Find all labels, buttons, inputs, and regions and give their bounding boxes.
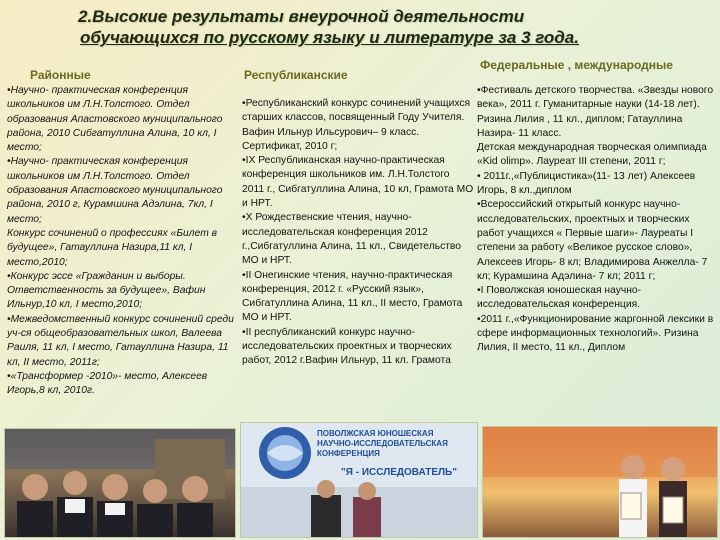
list-item: •Научно- практическая конференция школьников им Л.Н.Толстого. Отдел образования Апастовского муниципального района, 2010 Сибгатуллина Алина, 10 кл, I место; <box>7 85 223 154</box>
list-item: •«Трансформер -2010»- место, Алексеев Игорь,8 кл, 2010г. <box>7 370 208 397</box>
list-item: •Межведомственный конкурс сочинений среди уч-ся общеобразовательных школ, Валеева Раиля, 11 кл, I место, Гатауллина Назира, 11 кл, II место, 2011г; <box>7 313 234 368</box>
photo-award <box>482 426 718 538</box>
title-line-1: 2.Высокие результаты внеурочной деятельности <box>78 7 525 26</box>
photo-students <box>4 428 236 538</box>
award-illustration <box>483 427 717 537</box>
list-item: • 2011г.,«Публицистика»(11- 13 лет) Алексеев Игорь, 8 кл.,диплом <box>477 170 696 197</box>
list-item: •I Поволжская юношеская научно-исследовательская конференция. <box>477 285 642 311</box>
heading-district: Районные <box>30 68 91 82</box>
banner-text: ПОВОЛЖСКАЯ ЮНОШЕСКАЯ НАУЧНО-ИССЛЕДОВАТЕЛЬСКАЯ КОНФЕРЕНЦИЯ <box>317 429 448 458</box>
banner-slogan: "Я - ИССЛЕДОВАТЕЛЬ" <box>341 467 457 478</box>
list-item: •IX Республиканская научно-практическая конференция школьников им. Л.Н.Толстого 2011 г., Сибгатуллина Алина, 10 кл, Грамота МО и НРТ. <box>242 155 474 210</box>
list-item: •X Рождественские чтения, научно-исследовательская конференция 2012 г.,Сибгатуллина Алина, 11 кл., Свидетельство МО и НРТ. <box>242 212 462 267</box>
list-item: •II республиканский конкурс научно-исследовательских проектных и творческих работ, 2012 г.Вафин Ильнур, 11 кл. Грамота <box>242 326 452 367</box>
students-illustration <box>5 429 235 537</box>
list-item: •Республиканский конкурс сочинений учащихся старших классов, посвященный Году Учителя. Вафин Ильнур Ильсурович– 9 класс. Сертификат, 2010 г; <box>242 98 471 152</box>
column-district <box>7 84 239 399</box>
list-item: Конкурс сочинений о профессиях «Билет в будущее», Гатауллина Назира,11 кл, I место,2010; <box>7 227 218 268</box>
list-item: •Фестиваль детского творчества. «Звезды нового века», 2011 г. Гуманитарные науки (14-18 лет). Ризина Лилия , 11 кл., диплом; Гатауллина Назира- 11 класс. <box>477 85 714 139</box>
list-item: •Конкурс эссе «Гражданин и выборы. Ответственность за будущее», Вафин Ильнур,10 кл, I место,2010; <box>7 270 206 311</box>
heading-federal: Федеральные , международные <box>480 58 673 72</box>
slide-title <box>78 6 638 48</box>
column-republic <box>242 97 474 369</box>
heading-republic: Республиканские <box>244 68 348 82</box>
list-item: •II Онегинские чтения, научно-практическая конференция, 2012 г. «Русский язык», Сибгатуллина Алина, 11 кл., II место, Грамота МО и НРТ. <box>242 269 463 324</box>
column-federal <box>477 84 715 356</box>
photo-strip <box>4 428 716 538</box>
list-item: •2011 г.,«Функционирование жаргонной лексики в сфере информационных технологий». Ризина Лилия, II место, 11 кл., Диплом <box>477 313 714 354</box>
title-line-2: обучающихся по русскому языку и литературе за 3 года. <box>80 28 579 47</box>
list-item: •Научно- практическая конференция школьников им Л.Н.Толстого. Отдел образования Апастовского муниципального района, 2010 г, Курамшина Адэлина, 7кл, I место; <box>7 156 223 225</box>
list-item: Детская международная творческая олимпиада «Kid olimp». Лауреат III степени, 2011 г; <box>477 142 707 168</box>
list-item: •Всероссийский открытый конкурс научно-исследовательских, проектных и творческих работ учащихся « Первые шаги»- Лауреаты I степени за работу «Великое русское слово», Алексеев Игорь- 8 кл; Владимирова Анжелла- 7 кл; Курамшина Адэлина- 7 кл; 2011 г; <box>477 199 708 282</box>
photo-conference <box>240 422 478 538</box>
